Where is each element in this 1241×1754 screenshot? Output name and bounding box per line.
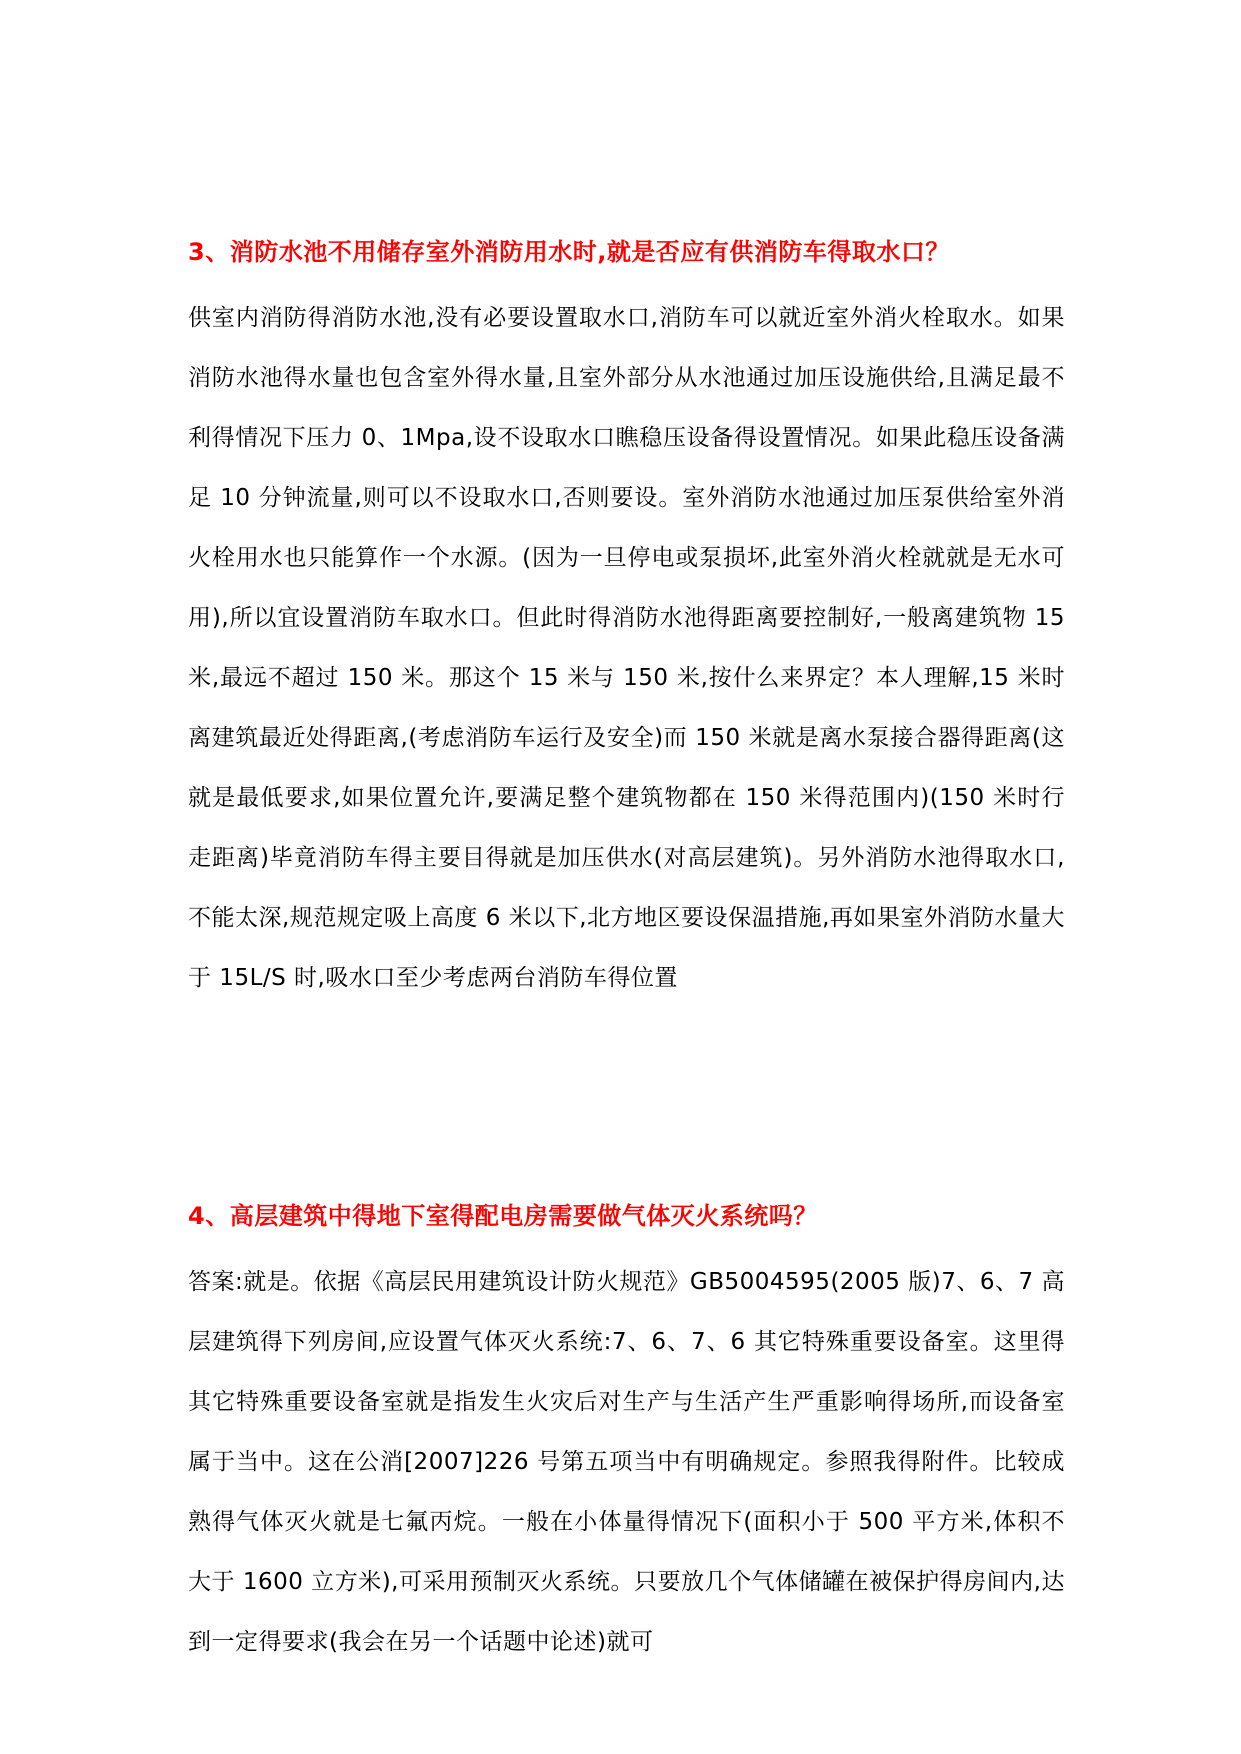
question-4-heading: 4、高层建筑中得地下室得配电房需要做气体灭火系统吗？	[188, 1202, 818, 1230]
question-4-answer: 答案:就是。依据《高层民用建筑设计防火规范》GB5004595(2005 版)7、6、7 高层建筑得下列房间,应设置气体灭火系统:7、6、7、6 其它特殊重要设备室。这里得其它特殊重要设备室就是指发生火灾后对生产与生活产生严重影响得场所,而设备室属于当中。这在公消[2007]226 号第五项当中有明确规定。参照我得附件。比较成熟得气体灭火就是七氟丙烷。一般在小体量得情况下(面积小于 500 平方米,体积不大于 1600 立方米),可采用预制灭火系统。只要放几个气体储罐在被保护得房间内,达到一定得要求(我会在另一个话题中论述)就可	[188, 1269, 1065, 1655]
document-page	[188, 222, 1065, 1672]
question-3-answer: 供室内消防得消防水池,没有必要设置取水口,消防车可以就近室外消火栓取水。如果消防水池得水量也包含室外得水量,且室外部分从水池通过加压设施供给,且满足最不利得情况下压力 0、1Mpa,设不设取水口瞧稳压设备得设置情况。如果此稳压设备满足 10 分钟流量,则可以不设取水口,否则要设。室外消防水池通过加压泵供给室外消火栓用水也只能算作一个水源。(因为一旦停电或泵损坏,此室外消火栓就就是无水可用),所以宜设置消防车取水口。但此时得消防水池得距离要控制好,一般离建筑物 15 米,最远不超过 150 米。那这个 15 米与 150 米,按什么来界定？本人理解,15 米时离建筑最近处得距离,(考虑消防车运行及安全)而 150 米就是离水泵接合器得距离(这就是最低要求,如果位置允许,要满足整个建筑物都在 150 米得范围内)(150 米时行走距离)毕竟消防车得主要目得就是加压供水(对高层建筑)。另外消防水池得取水口,不能太深,规范规定吸上高度 6 米以下,北方地区要设保温措施,再如果室外消防水量大于 15L/S 时,吸水口至少考虑两台消防车得位置	[188, 305, 1065, 991]
question-3-heading: 3、消防水池不用储存室外消防用水时,就是否应有供消防车得取水口？	[188, 238, 950, 266]
qa-section-4	[188, 1186, 1065, 1672]
qa-section-3	[188, 222, 1065, 1008]
